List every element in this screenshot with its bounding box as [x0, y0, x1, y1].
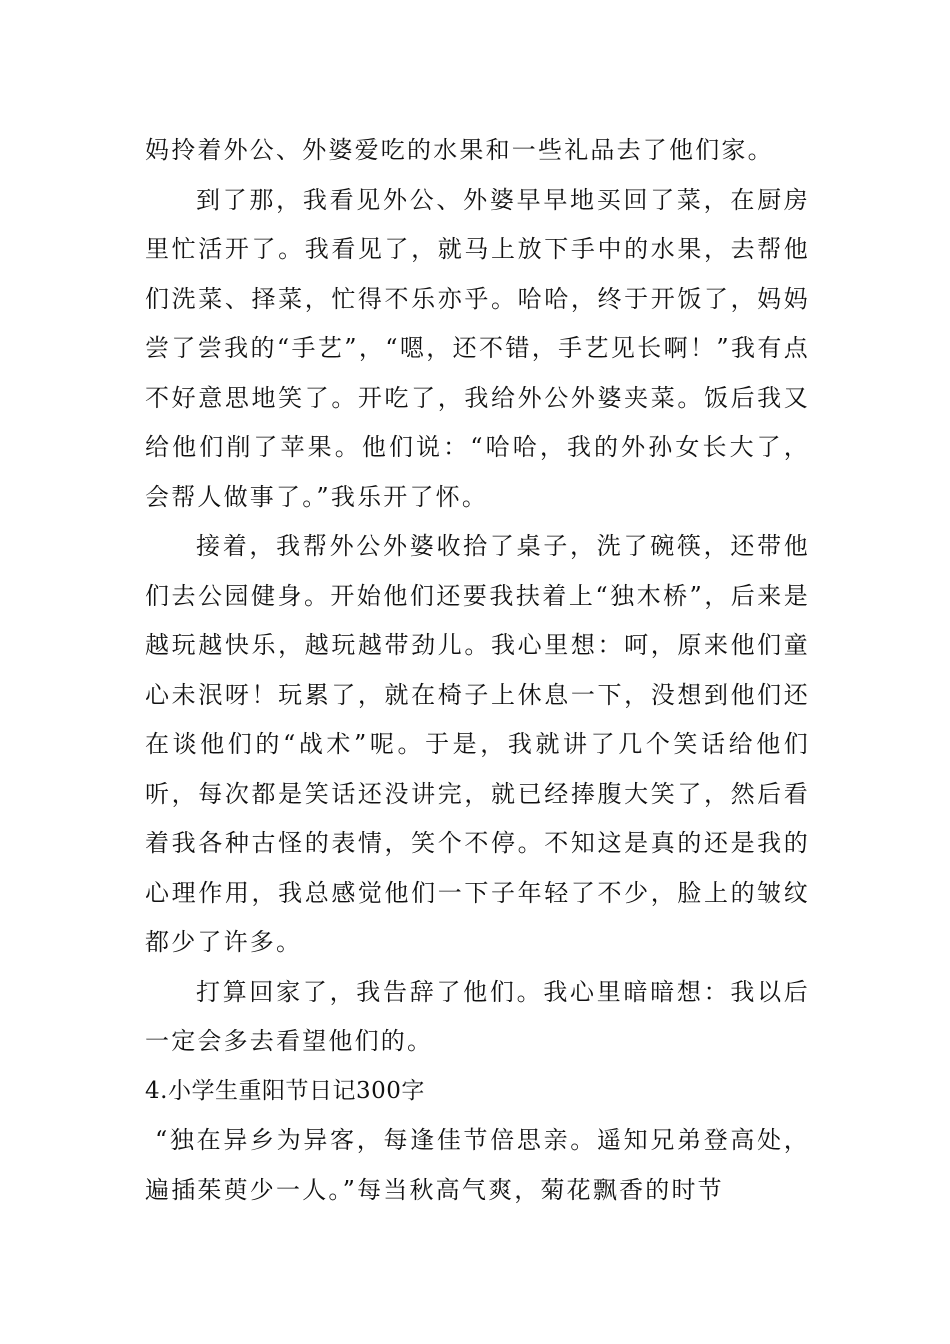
- document-body: [145, 126, 810, 1215]
- paragraph-farewell: 打算回家了，我告辞了他们。我心里暗暗想：我以后一定会多去看望他们的。: [145, 977, 810, 1055]
- paragraph-poem: “独在异乡为异客，每逢佳节倍思亲。遥知兄弟登高处，遍插茱萸少一人。”每当秋高气爽，菊花飘香的时节: [145, 1126, 810, 1204]
- paragraph-park: 接着，我帮外公外婆收拾了桌子，洗了碗筷，还带他们去公园健身。开始他们还要我扶着上“独木桥”，后来是越玩越快乐，越玩越带劲儿。我心里想：呵，原来他们童心未泯呀！玩累了，就在椅子上休息一下，没想到他们还在谈他们的“战术”呢。于是，我就讲了几个笑话给他们听，每次都是笑话还没讲完，就已经捧腹大笑了，然后看着我各种古怪的表情，笑个不停。不知这是真的还是我的心理作用，我总感觉他们一下子年轻了不少，脸上的皱纹都少了许多。: [145, 532, 810, 956]
- paragraph-continuation: 妈拎着外公、外婆爱吃的水果和一些礼品去了他们家。: [145, 136, 774, 164]
- section-heading: 4.小学生重阳节日记300字: [145, 1077, 425, 1104]
- paragraph-cooking: 到了那，我看见外公、外婆早早地买回了菜，在厨房里忙活开了。我看见了，就马上放下手中的水果，去帮他们洗菜、择菜，忙得不乐亦乎。哈哈，终于开饭了，妈妈尝了尝我的“手艺”，“嗯，还不错，手艺见长啊！”我有点不好意思地笑了。开吃了，我给外公外婆夹菜。饭后我又给他们削了苹果。他们说：“哈哈，我的外孙女长大了，会帮人做事了。”我乐开了怀。: [145, 185, 810, 511]
